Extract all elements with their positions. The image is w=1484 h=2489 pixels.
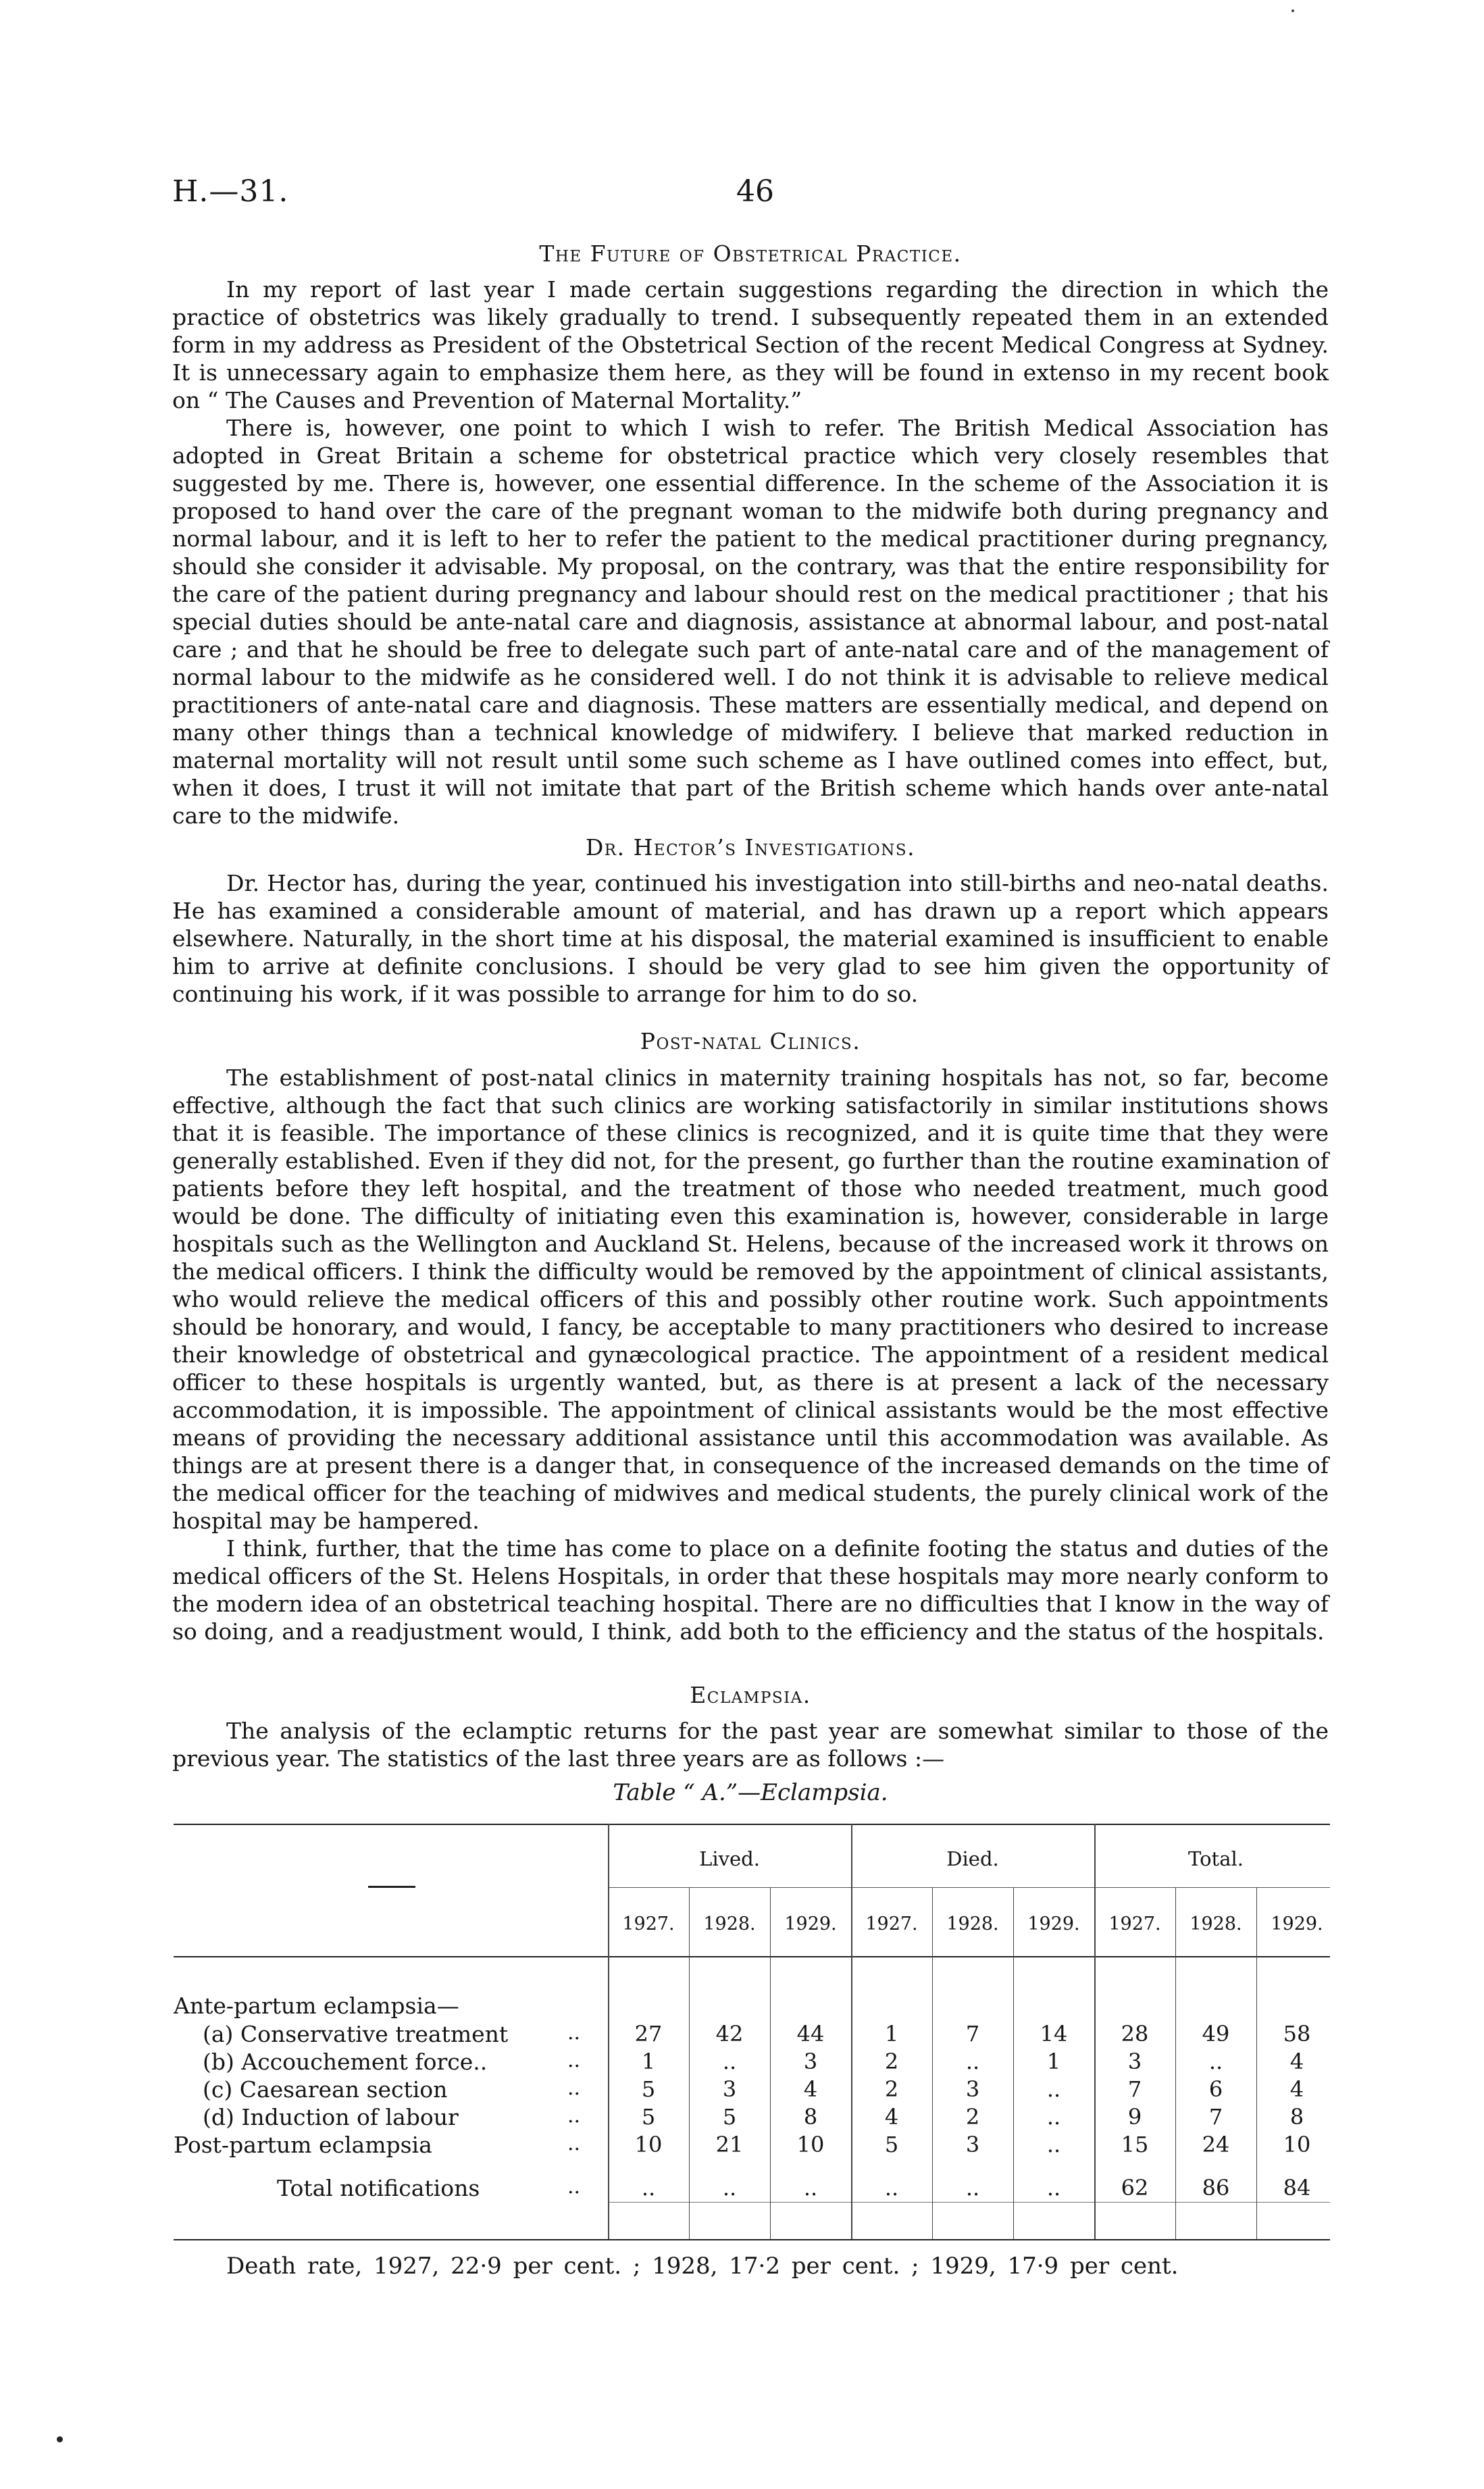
year-header: 1928.	[1189, 1914, 1242, 1934]
leader-dots: ..	[567, 2021, 581, 2045]
paragraph: The analysis of the eclamptic returns for the past year are somewhat similar to those of the previous year. The statistics of the last three years are as follows :—	[172, 1718, 1329, 1772]
table-cell: 49	[1202, 2021, 1230, 2047]
table-cell: 5	[722, 2104, 737, 2130]
row-label: (c) Caesarean section	[203, 2076, 448, 2103]
table-cell: 24	[1202, 2132, 1230, 2157]
paragraph: The establishment of post-natal clinics in maternity training hospitals has not, so far, become effective, although the fact that such clinics are working satisfactorily in similar institutions shows that it is feasible. The importance of these clinics is recognized, and it is quite time that they were generally established. Even if they did not, for the present, go further than the routine examination of patients before they left hospital, and the treatment of those who needed treatment, much good would be done. The difficulty of initiating even this examination is, however, considerable in large hospitals such as the Wellington and Auckland St. Helens, because of the increased work it throws on the medical officers. I think the difficulty would be removed by the appointment of clinical assistants, who would relieve the medical officers of this and possibly other routine work. Such appointments should be honorary, and would, I fancy, be acceptable to many practitioners who desired to increase their knowledge of obstetrical and gynæcological practice. The appointment of a resident medical officer to these hospitals is urgently wanted, but, as there is at present a lack of the necessary accommodation, it is impossible. The appointment of clinical assistants would be the most effective means of providing the necessary additional assistance until this accommodation was available. As things are at present there is a danger that, in consequence of the increased demands on the time of the medical officer for the teaching of midwives and medical students, the purely clinical work of the hospital may be hampered.	[172, 1064, 1329, 1534]
table-cell: 1	[1046, 2049, 1061, 2074]
total-row-label: Total notifications	[277, 2175, 480, 2201]
table-cell: 6	[1208, 2076, 1223, 2102]
table-cell: ..	[1046, 2104, 1061, 2130]
table-col-rule	[1175, 1888, 1176, 2239]
year-header: 1929.	[1027, 1914, 1080, 1934]
group-header-total: Total.	[1188, 1847, 1244, 1870]
row-label: (d) Induction of labour	[203, 2104, 459, 2130]
table-cell: 1	[641, 2049, 656, 2074]
table-caption: Table “ A.”—Eclampsia.	[613, 1779, 888, 1806]
scan-speck	[1291, 9, 1294, 12]
total-cell: 62	[1121, 2175, 1149, 2201]
table-col-rule	[608, 1824, 609, 2239]
table-cell: 3	[803, 2049, 818, 2074]
table-cell: 5	[641, 2104, 656, 2130]
table-header-rule	[174, 1956, 1330, 1957]
table-cell: 10	[1283, 2132, 1311, 2157]
leader-dots: ..	[567, 2104, 581, 2128]
paragraph: In my report of last year I made certain suggestions regarding the direction in which the practice of obstetrics was likely gradually to trend. I subsequently repeated them in an extended form in my address as President of the Obstetrical Section of the recent Medical Congress at Sydney. It is unnecessary again to emphasize them here, as they will be found in extenso in my recent book on “ The Causes and Prevention of Maternal Mortality.”	[172, 276, 1329, 413]
table-cell: 4	[1289, 2076, 1304, 2102]
table-cell: 4	[884, 2104, 899, 2130]
table-cell: 15	[1121, 2132, 1149, 2157]
table-cell: 5	[641, 2076, 656, 2102]
table-col-rule	[1256, 1888, 1257, 2239]
paragraph: There is, however, one point to which I wish to refer. The British Medical Association has adopted in Great Britain a scheme for obstetrical practice which very closely resembles that suggested by me. There is, however, one essential difference. In the scheme of the Association it is proposed to hand over the care of the pregnant woman to the midwife both during pregnancy and normal labour, and it is left to her to refer the patient to the medical practitioner during pregnancy, should she consider it advisable. My proposal, on the contrary, was that the entire responsibility for the care of the patient during pregnancy and labour should rest on the medical practitioner ; that his special duties should be ante-natal care and diagnosis, assistance at abnormal labour, and post-natal care ; and that he should be free to delegate such part of ante-natal care and of the management of normal labour to the midwife as he considered well. I do not think it is advisable to relieve medical practitioners of ante-natal care and diagnosis. These matters are essentially medical, and depend on many other things than a technical knowledge of midwifery. I believe that marked reduction in maternal mortality will not result until some such scheme as I have outlined comes into effect, but, when it does, I trust it will not imitate that part of the British scheme which hands over ante-natal care to the midwife.	[172, 415, 1329, 829]
table-cell: ..	[1046, 2132, 1061, 2157]
section-postnatal-body	[172, 1064, 1329, 1645]
heading-future-obstetrical-practice: The Future of Obstetrical Practice.	[539, 240, 962, 267]
year-header: 1929.	[1271, 1914, 1323, 1934]
margin-dot	[57, 2436, 63, 2442]
section-label-ante-partum: Ante-partum eclampsia—	[174, 1993, 459, 2019]
table-group-rule	[608, 1887, 1330, 1888]
total-cell: 84	[1283, 2175, 1311, 2201]
table-cell: 3	[722, 2076, 737, 2102]
table-cell: 27	[634, 2021, 663, 2047]
table-cell: 2	[965, 2104, 980, 2130]
table-cell: 10	[634, 2132, 663, 2157]
page-number: 46	[736, 174, 774, 209]
row-label: (b) Accouchement force..	[203, 2049, 488, 2075]
table-cell: 5	[884, 2132, 899, 2157]
table-cell: 4	[1289, 2049, 1304, 2074]
table-cell: ..	[965, 2049, 980, 2074]
total-cell: ..	[965, 2175, 980, 2201]
year-header: 1927.	[865, 1914, 918, 1934]
table-total-rule	[608, 2202, 1330, 2203]
total-cell: 86	[1202, 2175, 1230, 2201]
heading-post-natal-clinics: Post-natal Clinics.	[640, 1028, 861, 1054]
paragraph: I think, further, that the time has come to place on a definite footing the status and duties of the medical officers of the St. Helens Hospitals, in order that these hospitals may more nearly conform to the modern idea of an obstetrical teaching hospital. There are no difficulties that I know in the way of so doing, and a readjustment would, I think, add both to the efficiency and the status of the hospitals.	[172, 1535, 1329, 1645]
section-hector-body	[172, 869, 1329, 1008]
table-col-rule	[1094, 1824, 1096, 2239]
total-cell: ..	[722, 2175, 737, 2201]
table-cell: ..	[1208, 2049, 1223, 2074]
row-label: (a) Conservative treatment	[203, 2021, 509, 2047]
heading-eclampsia: Eclampsia.	[690, 1682, 811, 1708]
table-col-rule	[1013, 1888, 1014, 2239]
table-cell: 2	[884, 2076, 899, 2102]
document-reference: H.—31.	[172, 174, 289, 209]
paragraph: Dr. Hector has, during the year, continued his investigation into still-births and neo-natal deaths. He has examined a considerable amount of material, and has drawn up a report which appears elsewhere. Naturally, in the short time at his disposal, the material examined is insufficient to enable him to arrive at definite conclusions. I should be very glad to see him given the opportunity of continuing his work, if it was possible to arrange for him to do so.	[172, 870, 1329, 1007]
table-cell: 2	[884, 2049, 899, 2074]
leader-dots: ..	[567, 2132, 581, 2155]
group-header-lived: Lived.	[699, 1847, 760, 1870]
table-cell: 8	[1289, 2104, 1304, 2130]
table-col-rule	[770, 1888, 771, 2239]
table-col-rule	[932, 1888, 933, 2239]
total-cell: ..	[1046, 2175, 1061, 2201]
heading-dr-hector-investigations: Dr. Hector’s Investigations.	[585, 834, 916, 861]
section-eclampsia-body	[172, 1717, 1329, 1772]
leader-dots: ..	[567, 2076, 581, 2100]
year-header: 1928.	[946, 1914, 999, 1934]
table-cell: 3	[965, 2076, 980, 2102]
stub-column-dash	[368, 1886, 415, 1888]
table-cell: 3	[965, 2132, 980, 2157]
table-cell: 10	[796, 2132, 825, 2157]
year-header: 1928.	[703, 1914, 756, 1934]
table-cell: 7	[1208, 2104, 1223, 2130]
year-header: 1929.	[784, 1914, 837, 1934]
table-cell: 3	[1127, 2049, 1142, 2074]
row-label: Post-partum eclampsia	[174, 2132, 432, 2158]
leader-dots: ..	[567, 2175, 581, 2199]
table-col-rule	[851, 1824, 852, 2239]
table-cell: 14	[1040, 2021, 1068, 2047]
leader-dots: ..	[567, 2049, 581, 2072]
table-col-rule	[689, 1888, 690, 2239]
section-future-body	[172, 276, 1329, 829]
table-cell: 1	[884, 2021, 899, 2047]
death-rate-note: Death rate, 1927, 22·9 per cent. ; 1928, 17·2 per cent. ; 1929, 17·9 per cent.	[226, 2253, 1179, 2280]
table-cell: 7	[1127, 2076, 1142, 2102]
table-cell: 42	[715, 2021, 744, 2047]
table-top-rule	[174, 1824, 1330, 1825]
table-cell: 7	[965, 2021, 980, 2047]
table-bottom-rule	[174, 2239, 1330, 2240]
table-cell: ..	[1046, 2076, 1061, 2102]
total-cell: ..	[641, 2175, 656, 2201]
year-header: 1927.	[622, 1914, 675, 1934]
table-cell: ..	[722, 2049, 737, 2074]
table-cell: 28	[1121, 2021, 1149, 2047]
table-cell: 58	[1283, 2021, 1311, 2047]
total-cell: ..	[803, 2175, 818, 2201]
table-cell: 21	[715, 2132, 744, 2157]
table-cell: 44	[796, 2021, 825, 2047]
year-header: 1927.	[1108, 1914, 1161, 1934]
table-cell: 8	[803, 2104, 818, 2130]
group-header-died: Died.	[946, 1847, 999, 1870]
table-cell: 4	[803, 2076, 818, 2102]
table-cell: 9	[1127, 2104, 1142, 2130]
total-cell: ..	[884, 2175, 899, 2201]
